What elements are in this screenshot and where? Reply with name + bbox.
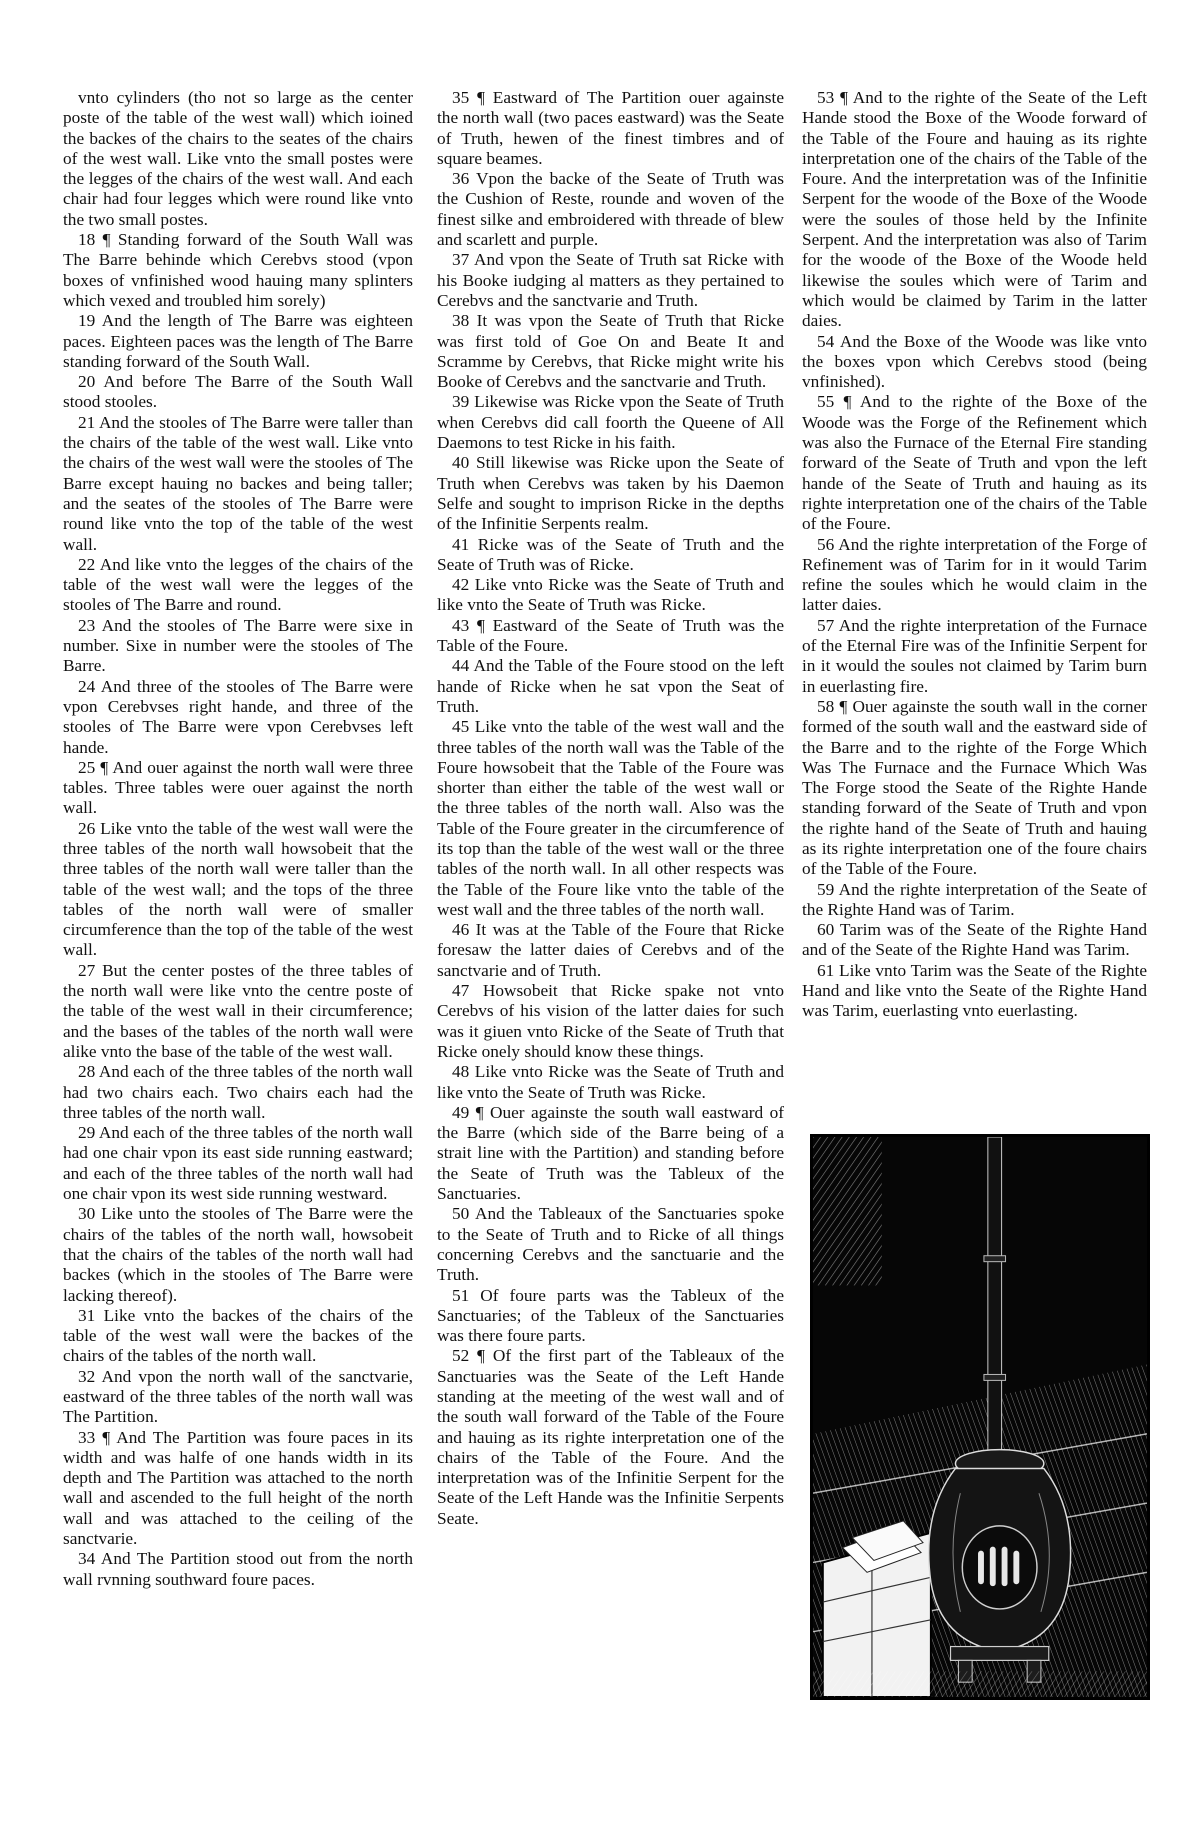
paragraph: 56 And the righte interpretation of the Forge of Refinement was of Tarim for in it would Tarim refine the soules which he would claim in the latter daies. bbox=[802, 534, 1147, 615]
paragraph: 54 And the Boxe of the Woode was like vnto the boxes vpon which Cerebvs stood (being vnfinished). bbox=[802, 331, 1147, 392]
paragraph: 59 And the righte interpretation of the Seate of the Righte Hand was of Tarim. bbox=[802, 879, 1147, 919]
paragraph: 21 And the stooles of The Barre were taller than the chairs of the table of the west wall. Like vnto the chairs of the west wall were the stooles of The Barre except hauing no backes and being taller; and the seates of the stooles of The Barre were round like vnto the top of the table of the west wall. bbox=[63, 412, 413, 554]
paragraph: 48 Like vnto Ricke was the Seate of Truth and like vnto the Seate of Truth was Ricke. bbox=[437, 1062, 784, 1102]
paragraph: 52 ¶ Of the first part of the Tableaux of the Sanctuaries was the Seate of the Left Hande standing at the meeting of the west wall and of the south wall forward of the Table of the Foure and hauing as its righte interpretation one of the chairs of the Table of the Foure. And the interpretation was of the Infinitie Serpent for the Seate of the Left Hande was the Infinitie Serpents Seate. bbox=[437, 1346, 784, 1528]
paragraph: 18 ¶ Standing forward of the South Wall was The Barre behinde which Cerebvs stood (vpon boxes of vnfinished wood hauing many splinters which vexed and troubled him sorely) bbox=[63, 230, 413, 310]
paragraph: 38 It was vpon the Seate of Truth that Ricke was first told of Goe On and Beate It and Scramme by Cerebvs, that Ricke might write his Booke of Cerebvs and the sanctvarie and Truth. bbox=[437, 311, 784, 392]
paragraph: 30 Like unto the stooles of The Barre were the chairs of the tables of the north wall, howsobeit that the chairs of the tables of the north wall had backes (which in the stooles of The Barre were lacking thereof). bbox=[63, 1204, 413, 1305]
paragraph: 57 And the righte interpretation of the Furnace of the Eternal Fire was of the Infinitie Serpent for in it would the soules not claimed by Tarim burn in euerlasting fire. bbox=[802, 615, 1147, 696]
paragraph: 50 And the Tableaux of the Sanctuaries spoke to the Seate of Truth and to Ricke of all things concerning Cerebvs and the sanctuarie and the Truth. bbox=[437, 1204, 784, 1285]
paragraph: 42 Like vnto Ricke was the Seate of Truth and like vnto the Seate of Truth was Ricke. bbox=[437, 575, 784, 615]
paragraph: 19 And the length of The Barre was eighteen paces. Eighteen paces was the length of The Barre standing forward of the South Wall. bbox=[63, 311, 413, 371]
paragraph: 29 And each of the three tables of the north wall had one chair vpon its east side running eastward; and each of the three tables of the north wall had one chair vpon its west side running westward. bbox=[63, 1123, 413, 1204]
paragraph: 49 ¶ Ouer againste the south wall eastward of the Barre (which side of the Barre being of a strait line with the Partition) and standing before the Seate of Truth was the Tableux of the Sanctuaries. bbox=[437, 1102, 784, 1204]
paragraph: 61 Like vnto Tarim was the Seate of the Righte Hand and like vnto the Seate of the Righte Hand was Tarim, euerlasting vnto euerlasting. bbox=[802, 960, 1147, 1021]
paragraph: vnto cylinders (tho not so large as the center poste of the table of the west wall) which ioined the backes of the chairs to the seates of the chairs of the west wall. Like vnto the small postes were the legges of the chairs of the west wall. And each chair had four legges which were round like vnto the two small postes. bbox=[63, 88, 413, 229]
paragraph: 53 ¶ And to the righte of the Seate of the Left Hande stood the Boxe of the Woode forward of the Table of the Foure and hauing as its righte interpretation one of the chairs of the Table of the Foure. And the interpretation was of the Infinitie Serpent for the woode of the Boxe of the Woode were the soules of those held by the Infinite Serpent. And the interpretation was also of Tarim for the woode of the Boxe of the Woode held likewise the soules which were of Tarim and which would be claimed by Tarim in the latter daies. bbox=[802, 88, 1147, 331]
stove-illustration bbox=[810, 1134, 1150, 1700]
paragraph: 31 Like vnto the backes of the chairs of the table of the west wall were the backes of the chairs of the tables of the north wall. bbox=[63, 1305, 413, 1366]
paragraph: 44 And the Table of the Foure stood on the left hande of Ricke when he sat vpon the Seat of Truth. bbox=[437, 656, 784, 716]
paragraph: 26 Like vnto the table of the west wall were the three tables of the north wall howsobeit that the three tables of the north wall were taller than the table of the west wall; and the tops of the three tables of the north wall were of smaller circumference than the top of the table of the west wall. bbox=[63, 818, 413, 960]
paragraph: 37 And vpon the Seate of Truth sat Ricke with his Booke iudging al matters as they pertained to Cerebvs and the sanctvarie and Truth. bbox=[437, 250, 784, 310]
text-column-2 bbox=[437, 88, 784, 1529]
paragraph: 20 And before The Barre of the South Wall stood stooles. bbox=[63, 372, 413, 412]
paragraph: 41 Ricke was of the Seate of Truth and the Seate of Truth was of Ricke. bbox=[437, 534, 784, 574]
text-column-1 bbox=[63, 88, 413, 1590]
paragraph: 40 Still likewise was Ricke upon the Seate of Truth when Cerebvs was taken by his Daemon Selfe and sought to imprison Ricke in the depths of the Infinitie Serpents realm. bbox=[437, 453, 784, 534]
paragraph: 33 ¶ And The Partition was foure paces in its width and was halfe of one hands width in its depth and The Partition was attached to the north wall and ascended to the full height of the north wall and was attached to the ceiling of the sanctvarie. bbox=[63, 1427, 413, 1549]
paragraph: 39 Likewise was Ricke vpon the Seate of Truth when Cerebvs did call foorth the Queene of All Daemons to test Ricke in his faith. bbox=[437, 392, 784, 453]
paragraph: 23 And the stooles of The Barre were sixe in number. Sixe in number were the stooles of The Barre. bbox=[63, 615, 413, 676]
paragraph: 43 ¶ Eastward of the Seate of Truth was the Table of the Foure. bbox=[437, 615, 784, 656]
paragraph: 47 Howsobeit that Ricke spake not vnto Cerebvs of his vision of the latter daies for such was it giuen vnto Ricke of the Seate of Truth that Ricke onely should know these things. bbox=[437, 981, 784, 1061]
paragraph: 46 It was at the Table of the Foure that Ricke foresaw the latter daies of Cerebvs and of the sanctvarie and of Truth. bbox=[437, 920, 784, 980]
paragraph: 22 And like vnto the legges of the chairs of the table of the west wall were the legges of the stooles of The Barre and round. bbox=[63, 554, 413, 615]
paragraph: 27 But the center postes of the three tables of the north wall were like vnto the centre poste of the table of the west wall in their circumference; and the bases of the tables of the north wall were alike vnto the base of the table of the west wall. bbox=[63, 960, 413, 1061]
paragraph: 34 And The Partition stood out from the north wall rvnning southward foure paces. bbox=[63, 1549, 413, 1589]
paragraph: 58 ¶ Ouer againste the south wall in the corner formed of the south wall and the eastward side of the Barre and to the righte of the Forge Which Was The Furnace and the Furnace Which Was The Forge stood the Seate of the Righte Hande standing forward of the Seate of Truth and vpon the righte hand of the Seate of Truth and hauing as its righte interpretation one of the foure chairs of the Table of the Foure. bbox=[802, 696, 1147, 879]
paragraph: 35 ¶ Eastward of The Partition ouer againste the north wall (two paces eastward) was the Seate of Truth, hewen of the finest timbres and of square beames. bbox=[437, 88, 784, 168]
paragraph: 25 ¶ And ouer against the north wall were three tables. Three tables were ouer against the north wall. bbox=[63, 757, 413, 818]
paragraph: 45 Like vnto the table of the west wall and the three tables of the north wall was the Table of the Foure howsobeit that the Table of the Foure was shorter than either the table of the west wall or the three tables of the north wall. Also was the Table of the Foure greater in the circumference of its top than the table of the west wall or the three tables of the north wall. In all other respects was the Table of the Foure like vnto the table of the west wall and the three tables of the north wall. bbox=[437, 717, 784, 919]
paragraph: 36 Vpon the backe of the Seate of Truth was the Cushion of Reste, rounde and woven of the finest silke and embroidered with threade of blew and scarlett and purple. bbox=[437, 169, 784, 250]
paragraph: 24 And three of the stooles of The Barre were vpon Cerebvses right hande, and three of the stooles of The Barre were vpon Cerebvses left hande. bbox=[63, 676, 413, 757]
text-column-3 bbox=[802, 88, 1147, 1022]
paragraph: 51 Of foure parts was the Tableux of the Sanctuaries; of the Tableux of the Sanctuaries was there foure parts. bbox=[437, 1285, 784, 1346]
paragraph: 55 ¶ And to the righte of the Boxe of the Woode was the Forge of the Refinement which was also the Furnace of the Eternal Fire standing forward of the Seate of Truth and vpon the left hande of the Seate of Truth and hauing as its righte interpretation one of the chairs of the Table of the Foure. bbox=[802, 392, 1147, 534]
paragraph: 60 Tarim was of the Seate of the Righte Hand and of the Seate of the Righte Hand was Tarim. bbox=[802, 920, 1147, 960]
paragraph: 28 And each of the three tables of the north wall had two chairs each. Two chairs each had the three tables of the north wall. bbox=[63, 1062, 413, 1122]
paragraph: 32 And vpon the north wall of the sanctvarie, eastward of the three tables of the north wall was The Partition. bbox=[63, 1366, 413, 1427]
